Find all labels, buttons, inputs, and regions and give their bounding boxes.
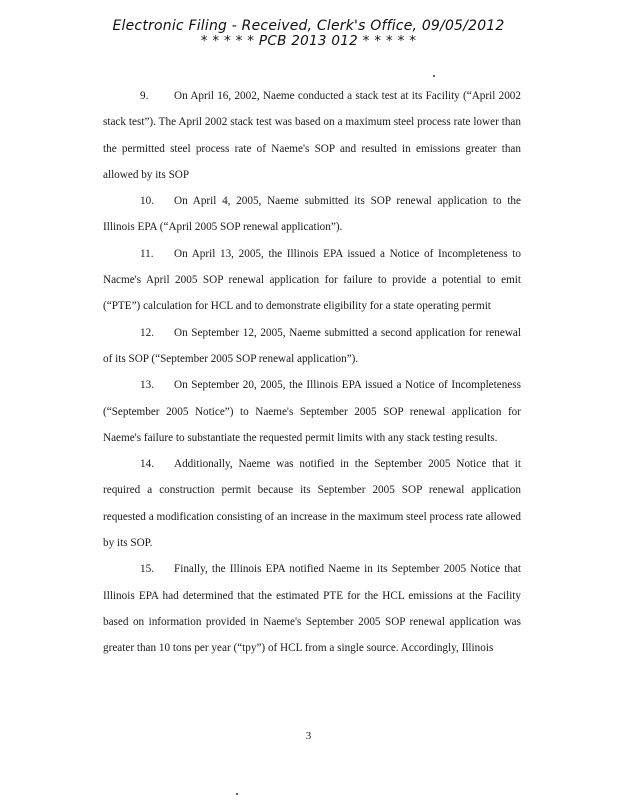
scan-speck — [236, 793, 238, 795]
paragraph-13 — [103, 372, 521, 451]
paragraph-number: 13. — [140, 379, 154, 392]
paragraph-9 — [103, 83, 521, 188]
document-body — [103, 83, 521, 662]
paragraph-12 — [103, 320, 521, 373]
paragraph-text: On September 20, 2005, the Illinois EPA issued a Notice of Incompleteness (“September 2005 Notice”) to Naeme's September 2005 SOP renewal application for Naeme's failure to substantiate the requested permit limits with any stack testing results. — [103, 379, 521, 444]
filing-stamp — [0, 18, 617, 49]
paragraph-text: Finally, the Illinois EPA notified Naeme in its September 2005 Notice that Illinois EPA had determined that the estimated PTE for the HCL emissions at the Facility based on information provided in Naeme's September 2005 SOP renewal application was greater than 10 tons per year (“tpy”) of HCL from a single source. Accordingly, Illinois — [103, 563, 521, 655]
paragraph-number: 10. — [140, 195, 154, 208]
paragraph-text: Additionally, Naeme was notified in the September 2005 Notice that it required a construction permit because its September 2005 SOP renewal application requested a modification consisting of an increase in the maximum steel process rate allowed by its SOP. — [103, 458, 521, 550]
paragraph-text: On April 16, 2002, Naeme conducted a stack test at its Facility (“April 2002 stack test”). The April 2002 stack test was based on a maximum steel process rate lower than the permitted steel process rate of Naeme's SOP and resulted in emissions greater than allowed by its SOP — [103, 90, 521, 181]
paragraph-number: 11. — [140, 247, 154, 260]
paragraph-number: 14. — [140, 458, 154, 471]
paragraph-15 — [103, 556, 521, 661]
page-number: 3 — [305, 730, 312, 742]
paragraph-14 — [103, 451, 521, 556]
paragraph-text: On April 4, 2005, Naeme submitted its SOP renewal application to the Illinois EPA (“April 2005 SOP renewal application”). — [103, 195, 521, 234]
paragraph-text: On September 12, 2005, Naeme submitted a second application for renewal of its SOP (“September 2005 SOP renewal application”). — [103, 326, 521, 365]
paragraph-10 — [103, 188, 521, 241]
paragraph-text: On April 13, 2005, the Illinois EPA issued a Notice of Incompleteness to Nacme's April 2005 SOP renewal application for failure to provide a potential to emit (“PTE”) calculation for HCL and to demonstrate eligibility for a state operating permit — [103, 247, 521, 313]
paragraph-number: 15. — [140, 563, 154, 576]
filing-stamp-line2: * * * * * PCB 2013 012 * * * * * — [200, 33, 417, 49]
scan-speck — [433, 75, 435, 77]
paragraph-number: 9. — [140, 90, 149, 102]
paragraph-number: 12. — [140, 326, 154, 339]
filing-stamp-line1: Electronic Filing - Received, Clerk's Office, 09/05/2012 — [112, 18, 505, 34]
paragraph-11 — [103, 241, 521, 320]
